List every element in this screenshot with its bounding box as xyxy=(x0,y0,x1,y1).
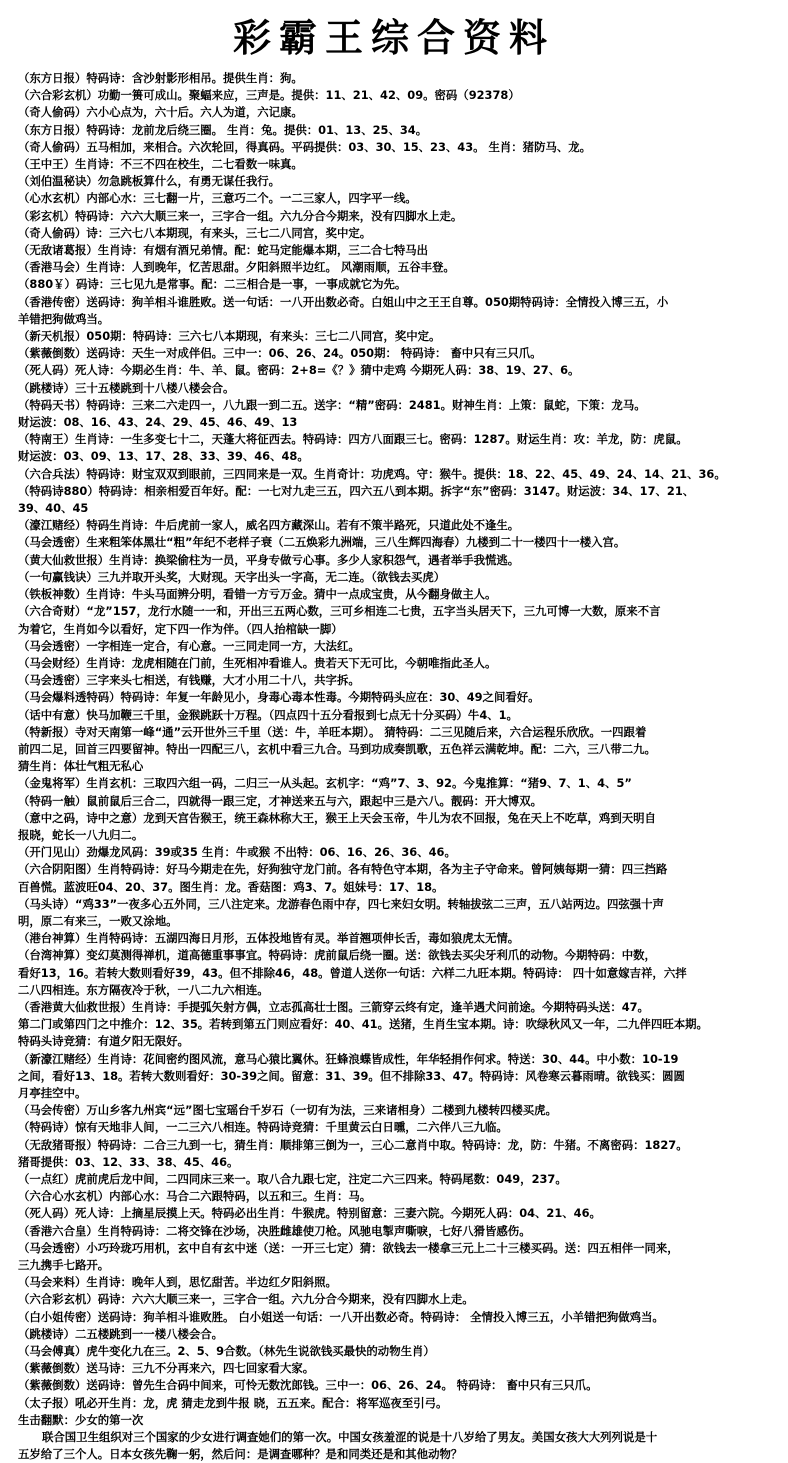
text-line: （跳楼诗）二五楼跳到一一楼八楼会合。 xyxy=(18,1326,224,1341)
text-line: 五岁给了三个人。日本女孩先鞠一躬，然后问：是调查哪种？是和同类还是和其他动物？ xyxy=(18,1447,463,1462)
text-line: 为着它，生肖如今以看好，定下四一作为伴。（四人抬棺缺一脚） xyxy=(18,621,343,636)
text-line: （东方日报）特码诗：含沙射影形相吊。提供生肖：狗。 xyxy=(18,71,303,85)
text-line: （跳楼诗）三十五楼跳到十八楼八楼会合。 xyxy=(18,380,235,395)
text-line: （六合彩玄机）码诗：六六大顺三来一，三字合一组。六九分合今期来，没有四脚水上走。 xyxy=(18,1292,474,1307)
text-line: 三九携手七路开。 xyxy=(18,1258,110,1273)
text-line: （奇人偷码）六小心点为，六十后。六人为道，六记康。 xyxy=(18,105,303,120)
text-line: （铁板神数）生肖诗：牛头马面辨分明，看错一方亏万金。猜中一点成宝贵，从今翻身做主人。 xyxy=(18,587,497,602)
text-line: 联合国卫生组织对三个国家的少女进行调查她们的第一次。中国女孩羞涩的说是十八岁给了男友。美国女孩大大列列说是十 xyxy=(42,1430,658,1445)
page-title: 彩霸王综合资料 xyxy=(232,15,555,60)
text-line: 百兽慌。蓝波旺04、20、37。图生肖：龙。香菇图：鸡3、7。姐妹号：17、18。 xyxy=(18,879,444,894)
text-line: （话中有意）快马加鞭三千里，金猴跳跃十万程。（四点四十五分看报到七点无十分买码）牛4、1。 xyxy=(18,707,518,722)
text-line: （六合奇财）“龙”157，龙行水随一一和，开出三五两心数，三可乡相连二七贵，五字当头居天下，三九可博一大数，原来不言 xyxy=(18,604,661,619)
text-line: （马会来料）生肖诗：晚年人到，思忆甜苦。半边红夕阳斜照。 xyxy=(18,1275,337,1290)
text-line: （特码诗880）特码诗：相亲相爱百年好。配：一七对九走三五，四六五八到本期。拆字“东”密码：3147。财运波：34、17、21、 xyxy=(18,483,695,498)
text-line: （特码诗）惊有天地非人间，一二三六八相连。特码诗竞猜：千里黄云白日曛，二六伴八三九临。 xyxy=(18,1120,508,1135)
text-line: （彩玄机）特码诗：六六大顺三来一，三字合一组。六九分合今期来，没有四脚水上走。 xyxy=(18,208,463,223)
text-line: （一点红）虎前虎后龙中间，二四同床三来一。取八合九跟七定，注定二六三四来。特码尾数：049，237。 xyxy=(18,1172,567,1186)
text-line: （港台神算）生肖特码诗：五湖四海日月形，五体投地皆有灵。举首翘项伸长舌，毒如狼虎太无情。 xyxy=(18,931,520,946)
text-line: （马会财经）生肖诗：龙虎相随在门前，生死相冲看谁人。贵若天下无可比，今朝唯指此圣人。 xyxy=(18,655,497,670)
text-line: （马会透密）小巧玲珑巧用机，玄中自有玄中迷（送：一开三七定）猜：欲钱去一楼拿三元上二十三楼买码。送：四五相伴一同来， xyxy=(18,1240,679,1255)
text-line: 报晓，蛇长一八九归二。 xyxy=(18,827,144,842)
text-line: （死人码）死人诗：今期必生肖：牛、羊、鼠。密码：2+8=《？》猜中走鸡 今期死人码：38、19、27、6。 xyxy=(18,363,580,378)
text-line: （金鬼将军）生肖玄机：三取四六组一码，二归三一从头起。玄机字：“鸡”7、3、92。今鬼推算：“猪9、7、1、4、5” xyxy=(18,776,632,791)
text-line: （无敌猪哥报）特码诗：二合三九到一七，猜生肖：顺排第三倒为一，三心二意肖中取。特码诗：龙，防：牛猪。不离密码：1827。 xyxy=(18,1137,688,1152)
text-line: （太子报）吼必开生肖：龙，虎 猜走龙到牛报 晓，五五来。配合：将军巡夜至引弓。 xyxy=(18,1395,448,1410)
text-line: 生击翻默：少女的第一次 xyxy=(18,1412,144,1427)
text-line: （东方日报）特码诗：龙前龙后绕三圈。 生肖：兔。提供：01、13、25、34。 xyxy=(18,122,428,137)
text-line: （王中王）生肖诗：不三不四在校生，二七看数一味真。 xyxy=(18,157,303,172)
text-line: （刘伯温秘诀）勿急跳板算什么，有勇无谋任我行。 xyxy=(18,174,280,189)
text-line: 看好13，16。若转大数则看好39，43。但不排除46，48。曾道人送你一句话：六样二九旺本期。特码诗： 四十如意嫁吉祥，六拌 xyxy=(18,965,687,980)
text-line: 羊错把狗做鸡当。 xyxy=(18,311,110,326)
text-line: （马会传密）万山乡客九州宾“远”图七宝瑶台千岁石（一切有为法，三来诸相身）二楼到九楼转四楼买虎。 xyxy=(18,1103,557,1118)
text-line: 财运波：03、09、13、17、28、33、39、46、48。 xyxy=(18,449,309,464)
text-line: （马会透密）一字相连一定合，有心意。一三同走同一方，大法红。 xyxy=(18,638,360,653)
text-line: （紫薇倒数）送马诗：三九不分再来六，四七回家看大家。 xyxy=(18,1361,315,1376)
text-line: 猪哥提供：03、12、33、38、45、46。 xyxy=(18,1154,239,1169)
text-line: （特码天书）特码诗：三来二六走四一，八九跟一到二五。送字：“精”密码：2481。财神生肖：上策：鼠蛇，下策：龙马。 xyxy=(18,397,646,412)
text-line: 前四二足，回首三四要留神。特出一四配三八，玄机中看三九合。马到功成奏凯歌，五色祥云满乾坤。配：二六，三八带二九。 xyxy=(18,741,656,756)
text-line: 月亭挂空中。 xyxy=(18,1085,87,1100)
text-line: （黄大仙救世报）生肖诗：换梁偷柱为一员，平身专做亏心事。多少人家积怨气，遇者举手我慌逃。 xyxy=(18,552,520,567)
text-line: 特码头诗竞猜：有道夕阳无限好。 xyxy=(18,1034,189,1049)
text-line: （香港黄大仙救世报）生肖诗：手提弧矢射方偶，立志孤高壮士图。三箭穿云终有定，逢羊遇犬问前途。今期特码头送：47。 xyxy=(18,999,649,1014)
text-line: （六合彩玄机）功勤一篑可成山。聚蝠来应，三声是。提供：11、21、42、09。密码（92378） xyxy=(18,88,520,103)
text-line: 财运波：08、16、43、24、29、45、46、49、13 xyxy=(18,415,298,430)
text-line: （六合阴阳图）生肖特码诗：好马今期走在先，好狗独守龙门前。各有特色守本期，各为主子守命来。曾阿姨每期一猜：四三挡路 xyxy=(18,862,668,877)
text-line: 猜生肖：体壮气粗无私心 xyxy=(18,759,144,774)
text-line: 明，原二有来三，一败又涂地。 xyxy=(18,913,178,928)
text-line: （六合兵法）特码诗：财宝双双到眼前，三四同来是一双。生肖奇计：功虎鸡。守：猴牛。提供：18、22、45、49、24、14、21、36。 xyxy=(18,466,726,481)
text-line: （新濠江赌经）生肖诗：花间密约图风流，意马心猿比翼休。狂蜂浪蝶皆成性，年华轻捐作何求。特送：30、44。中小数：10-19 xyxy=(18,1051,679,1066)
text-line: （台湾神算）变幻莫测得禅机，道高德重事事宜。特码诗：虎前鼠后绕一圈。送：欲钱去买尖牙利爪的动物。今期特码：中数， xyxy=(18,948,656,963)
text-line: （奇人偷码）诗：三六七八本期现，有来头，三七二八同宫，奖中定。 xyxy=(18,225,372,240)
text-line: 之间，看好13、18。若转大数则看好：30-39之间。留意：31、39。但不排除33、47。特码诗：风卷寒云暮雨晴。欲钱买：圆圆 xyxy=(18,1068,685,1083)
text-line: （马会爆料透特码）特码诗：年复一年龄见小，身毒心毒本性毒。今期特码头应在：30、49之间看好。 xyxy=(18,690,540,705)
text-line: （奇人偷码）五马相加，来相合。六次轮回，得真码。平码提供：03、30、15、23、43。 生肖：猪防马、龙。 xyxy=(18,139,592,154)
text-line: （六合心水玄机）内部心水：马合二六跟特码，以五和三。生肖：马。 xyxy=(18,1189,372,1204)
text-line: （濠江赌经）特码生肖诗：牛后虎前一家人，威名四方藏深山。若有不策半路死，只道此处不逢生。 xyxy=(18,518,520,533)
text-line: （紫薇倒数）送码诗：天生一对成伴侣。三中一：06、26、24。050期： 特码诗： 畜中只有三只爪。 xyxy=(18,346,542,361)
text-line: （紫薇倒数）送码诗：曾先生合码中间来，可怜无数沈郎钱。三中一：06、26、24。 特码诗： 畜中只有三只爪。 xyxy=(18,1378,598,1393)
text-line: （香港传密）送码诗：狗羊相斗谁胜败。送一句话：一八开出数必奇。白姐山中之王王自尊。050期特码诗：全情投入博三五，小 xyxy=(18,294,669,309)
text-line: （特南王）生肖诗：一生多变七十二，天蓬大将征西去。特码诗：四方八面跟三七。密码：1287。财运生肖：攻：羊龙，防：虎鼠。 xyxy=(18,432,688,447)
text-line: （香港马会）生肖诗：人到晚年，忆苦思甜。夕阳斜照半边红。 风潮雨顺，五谷丰登。 xyxy=(18,260,455,275)
text-line: 第二门或第四门之中推介：12、35。若转到第五门则应看好：40、41。送猪，生肖生宝本期。诗：吹绿秋风又一年，二九伴四旺本期。 xyxy=(18,1017,708,1032)
text-line: （880￥）码诗：三七见九是常事。配：二三相合是一事，一事成就它为先。 xyxy=(18,277,407,292)
text-line: （意中之码，诗中之意）龙到天宫告猴王，统王森林称大王，猴王上天会玉帝，牛儿为农不回报，兔在天上不吃草，鸡到天明自 xyxy=(18,810,656,825)
content-body xyxy=(0,70,788,1463)
text-line: （心水玄机）内部心水：三七翻一片，三意巧二个。一二三家人，四字平一线。 xyxy=(18,191,417,206)
text-line: （特码一触）鼠前鼠后三合二，四就得一跟三定，才神送来五与六，跟起中三是六八。靓码：开大博双。 xyxy=(18,793,542,808)
text-line: （一句赢钱诀）三九并取开头奖，大财现。天字出头一字高，无二连。（欲钱去买虎） xyxy=(18,569,446,584)
text-line: （马会透密）生来粗笨体黑壮“粗”年纪不老样子衰（二五焕彩九洲端，三八生辉四海春）九楼到二十一楼四十一楼入宫。 xyxy=(18,535,626,550)
text-line: （马会傅真）虎牛变化九在三。2、5、9合数。（林先生说欲钱买最快的动物生肖） xyxy=(18,1344,435,1359)
text-line: （香港六合皇）生肖特码诗：二将交锋在沙场，决胜雌雄使刀枪。风驰电掣声嘶唳，七好八猾皆感伤。 xyxy=(18,1223,531,1238)
text-line: （开门见山）劲爆龙风码：39或35 生肖：牛或猴 不出特：06、16、26、36、46。 xyxy=(18,845,456,860)
text-line: 39、40、45 xyxy=(18,501,89,516)
text-line: （死人码）死人诗：上摘星辰摸上天。特码必出生肖：牛猴虎。特别留意：三妻六院。今期死人码：04、21、46。 xyxy=(18,1206,601,1221)
text-line: （白小姐传密）送码诗：狗羊相斗谁败胜。 白小姐送一句话：一八开出数必奇。特码诗： 全情投入博三五，小羊错把狗做鸡当。 xyxy=(18,1309,664,1324)
text-line: （新天机报）050期：特码诗：三六七八本期现，有来头：三七二八同宫，奖中定。 xyxy=(18,329,441,344)
text-line: （马会透密）三字来头七相送，有钱赚，大才小用二十八，共字拆。 xyxy=(18,673,360,688)
text-line: （特新报）寺对天南第一峰“通”云开世外三千里（送：牛，羊旺本期）。 猜特码：二三见随后来，六合运程乐欣欣。一四跟着 xyxy=(18,724,647,739)
text-line: （无敌诸葛报）生肖诗：有烟有酒兄弟情。配：蛇马定能爆本期，三二合七特马出 xyxy=(18,243,429,258)
text-line: （马头诗）“鸡33”一夜多心五外同，三八注定来。龙游春色雨中存，四七来妇女明。转轴拔弦二三声，五八站两边。四弦强十声 xyxy=(18,896,664,911)
page xyxy=(0,6,788,1462)
text-line: 二八四相连。东方隔夜冷于秋，一八二九六相连。 xyxy=(18,982,269,997)
